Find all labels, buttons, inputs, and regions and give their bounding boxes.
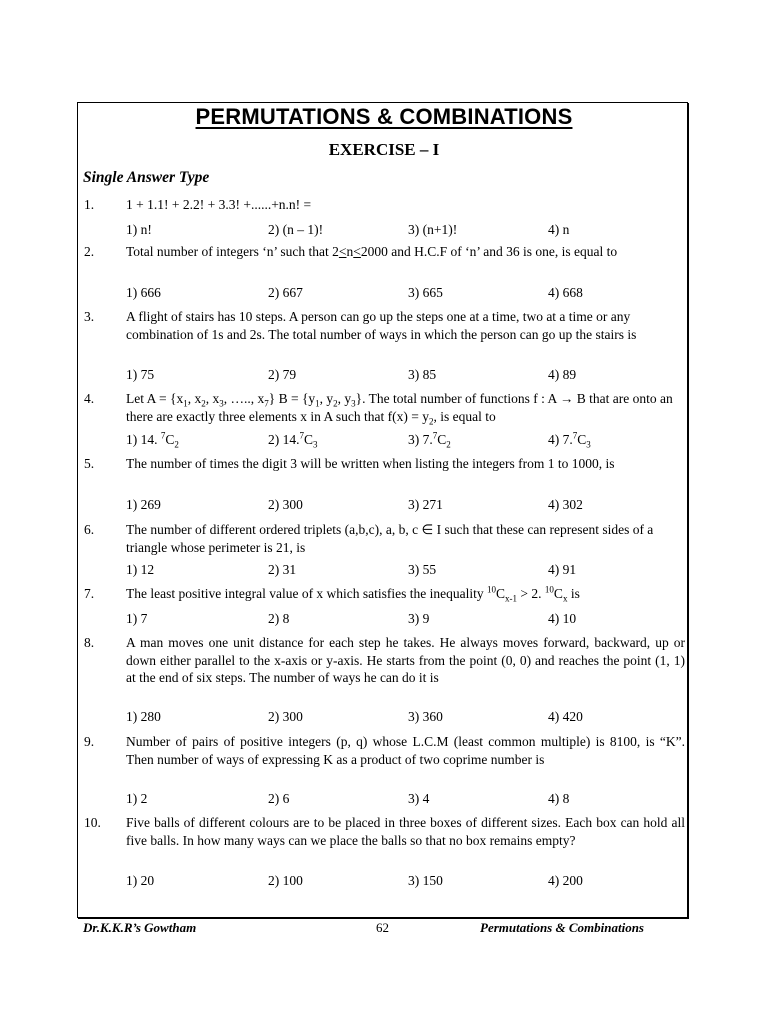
- option-1: 1) 666: [126, 285, 161, 300]
- option-4: 4) 200: [548, 873, 583, 888]
- footer-author: Dr.K.K.R’s Gowtham: [83, 920, 197, 935]
- option-1: 1) 269: [126, 497, 161, 512]
- option-3: 3) 150: [408, 873, 443, 888]
- question-number: 5.: [84, 456, 95, 471]
- page-title: PERMUTATIONS & COMBINATIONS: [195, 104, 573, 129]
- option-4: 4) 10: [548, 611, 577, 626]
- question-number: 2.: [84, 244, 95, 259]
- question-number: 7.: [84, 586, 95, 601]
- option-3: 3) 9: [408, 611, 430, 626]
- option-3: 3) 4: [408, 791, 430, 806]
- question-text: The number of different ordered triplets (a,b,c), a, b, c ∈ I such that these can represent sides of a triangle whose perimeter is 21, is: [126, 522, 654, 555]
- option-2: 2) 100: [268, 873, 303, 888]
- option-2: 2) 79: [268, 367, 297, 382]
- option-3: 3) 85: [408, 367, 437, 382]
- question-text: 1 + 1.1! + 2.2! + 3.3! +......+n.n! =: [126, 197, 312, 212]
- question-text: Let $A = \{x_1$, $x_2$, $x_3$, ….., $x_7$} $B = \{y_1$, $y_2$, $y_3$}. The total number of functions f : A → B that are onto an there are exactly three elements x in A such that $f(x) = y_2$, is equal to: [126, 391, 673, 427]
- option-4: 4) 8: [548, 791, 570, 806]
- question-text: Total number of integers ‘n’ such that 2<n<2000 and H.C.F of ‘n’ and 36 is one, is equal to: [126, 244, 618, 259]
- option-4: 4) $7.^7C_3$: [548, 430, 591, 450]
- option-1: 1) 7: [126, 611, 148, 626]
- option-3: 3) 55: [408, 562, 437, 577]
- option-4: 4) 420: [548, 709, 583, 724]
- option-4: 4) n: [548, 222, 570, 237]
- option-4: 4) 91: [548, 562, 577, 577]
- option-1: 1) 280: [126, 709, 161, 724]
- option-1: 1) 20: [126, 873, 155, 888]
- option-3: 3) 360: [408, 709, 443, 724]
- question-number: 4.: [84, 391, 95, 406]
- question-text: A flight of stairs has 10 steps. A person can go up the steps one at a time, two at a time or any combination of 1s and 2s. The total number of ways in which the person can go up the stairs is: [126, 309, 637, 342]
- option-3: 3) $7.^7C_2$: [408, 430, 451, 450]
- exercise-heading: EXERCISE – I: [328, 140, 440, 159]
- option-4: 4) 302: [548, 497, 583, 512]
- option-1: 1) 2: [126, 791, 148, 806]
- option-4: 4) 89: [548, 367, 577, 382]
- question-number: 10.: [84, 815, 101, 830]
- option-1: 1) 75: [126, 367, 155, 382]
- question-text: The least positive integral value of x which satisfies the inequality $^{10}C_{x-1} > 2$. $^{10}C_x$ is: [126, 584, 580, 604]
- page-frame: [77, 102, 688, 918]
- question-text: A man moves one unit distance for each step he takes. He always moves forward, backward, up or down either parallel to the x-axis or y-axis. He starts from the point (0, 0) and reaches the point (1, 1) at the end of six steps. The number of ways he can do it is: [126, 635, 685, 686]
- option-3: 3) 665: [408, 285, 443, 300]
- option-2: 2) 8: [268, 611, 290, 626]
- question-text: Number of pairs of positive integers (p, q) whose L.C.M (least common multiple) is 8100, is “K”. Then number of ways of expressing K as a product of two coprime number is: [126, 734, 685, 767]
- option-2: 2) $14.^7C_3$: [268, 430, 318, 450]
- option-2: 2) 300: [268, 497, 303, 512]
- option-2: 2) 667: [268, 285, 303, 300]
- option-2: 2) 6: [268, 791, 290, 806]
- option-1: 1) 14. $^7C_2$: [126, 430, 179, 450]
- option-1: 1) n!: [126, 222, 152, 237]
- question-number: 8.: [84, 635, 95, 650]
- question-number: 6.: [84, 522, 95, 537]
- option-3: 3) 271: [408, 497, 443, 512]
- section-heading: Single Answer Type: [83, 169, 210, 186]
- option-2: 2) (n – 1)!: [268, 222, 324, 237]
- option-4: 4) 668: [548, 285, 583, 300]
- option-3: 3) (n+1)!: [408, 222, 458, 237]
- question-number: 9.: [84, 734, 95, 749]
- question-number: 3.: [84, 309, 95, 324]
- option-2: 2) 31: [268, 562, 297, 577]
- footer-subject: Permutations & Combinations: [480, 920, 644, 935]
- question-number: 1.: [84, 197, 95, 212]
- option-2: 2) 300: [268, 709, 303, 724]
- option-1: 1) 12: [126, 562, 155, 577]
- footer-page-number: 62: [376, 920, 389, 935]
- question-text: The number of times the digit 3 will be written when listing the integers from 1 to 1000, is: [126, 456, 615, 471]
- question-text: Five balls of different colours are to be placed in three boxes of different sizes. Each box can hold all five balls. In how many ways can we place the balls so that no box remains empty?: [126, 815, 685, 848]
